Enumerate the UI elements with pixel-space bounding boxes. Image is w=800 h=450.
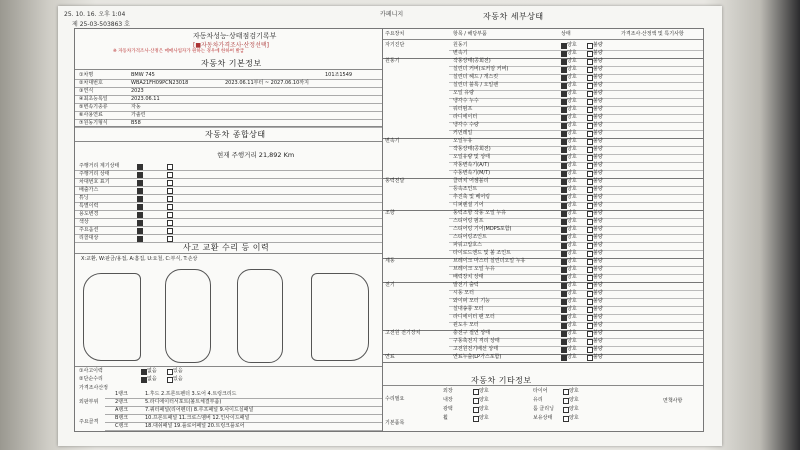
basic-field-label: ⑤변속기종류 [79, 104, 108, 110]
state-bad: 불량 [593, 154, 603, 160]
registration-number: 101조1549 [325, 72, 353, 78]
status-row-label: 튜닝 [79, 195, 89, 201]
state-good: 양호 [567, 106, 577, 112]
state-good: 양호 [567, 298, 577, 304]
state-good: 양호 [567, 266, 577, 272]
status-row-label: 주행거리 계기상태 [79, 163, 120, 169]
device-item: 라디에이터 팬 모터 [453, 314, 495, 320]
state-bad: 불량 [593, 42, 603, 48]
parts-rank: A랭크 [115, 407, 129, 413]
other-item: 유리 [533, 397, 543, 403]
status-row-label: 배출가스 [79, 187, 99, 193]
state-bad: 불량 [593, 290, 603, 296]
device-item: 클러치 어셈블리 [453, 178, 489, 184]
accident-yes-label: 있음 [173, 368, 183, 374]
parts-rank: C랭크 [115, 423, 129, 429]
state-good: 양호 [567, 226, 577, 232]
form-title: 자동차성능·상태점검기록부 [193, 32, 277, 40]
parts-items: 7.쿼터패널(리어펜더) 8.루프패널 9.사이드실패널 [145, 407, 254, 413]
side-label-outer: 외판부위 [79, 399, 99, 405]
state-good: 양호 [567, 218, 577, 224]
state-bad: 불량 [593, 234, 603, 240]
state-good: 양호 [567, 138, 577, 144]
parts-items: 5.라디에이터서포트(볼트체결부품) [145, 399, 222, 405]
status-row-label: 특별이력 [79, 203, 99, 209]
basic-field-label: ③연식 [79, 88, 94, 94]
col-state: 상태 [561, 31, 571, 37]
group-divider [383, 330, 703, 331]
basic-field-label: ⑥사용연료 [79, 112, 103, 118]
basic-field-label: ④최초등록일 [79, 96, 108, 102]
device-item: 실린더 커버(로커암 커버) [453, 66, 509, 72]
device-item: 충전구 절연 상태 [453, 330, 490, 336]
other-state: 양호 [479, 406, 489, 412]
device-item: 연료누출(LP가스포함) [453, 354, 502, 360]
status-checkbox [137, 220, 143, 226]
group-divider [383, 354, 703, 355]
state-good: 양호 [567, 242, 577, 248]
left-page [74, 28, 392, 432]
basic-field-value: 자동 [131, 104, 141, 110]
state-good: 양호 [567, 346, 577, 352]
state-bad: 불량 [593, 250, 603, 256]
state-bad: 불량 [593, 106, 603, 112]
detail-heading: 자동차 세부상태 [483, 12, 544, 21]
status-checkbox [167, 212, 173, 218]
car-side-right [311, 273, 369, 361]
device-name: 고전원 전기장치 [385, 330, 421, 336]
device-item: 변속기 [453, 50, 468, 56]
accident-row-label: ②단순수리 [79, 376, 103, 382]
status-checkbox [167, 188, 173, 194]
state-bad: 불량 [593, 74, 603, 80]
state-good: 양호 [567, 170, 577, 176]
other-state: 양호 [569, 406, 579, 412]
status-checkbox [167, 220, 173, 226]
state-good: 양호 [567, 306, 577, 312]
device-item: 동력조향 작동 오일 누유 [453, 210, 507, 216]
form-title-sub: [■자동차가격조사·산정선택] [193, 42, 270, 49]
other-state: 양호 [479, 388, 489, 394]
state-good: 양호 [567, 42, 577, 48]
accident-row-label: ①사고이력 [79, 368, 103, 374]
status-checkbox [137, 236, 143, 242]
state-good: 양호 [567, 186, 577, 192]
basic-field-value: 2023.06.11 [131, 96, 160, 102]
state-good: 양호 [567, 130, 577, 136]
status-checkbox [137, 188, 143, 194]
device-item: 스티어링조인트 [453, 234, 487, 240]
group-divider [383, 178, 703, 179]
accident-no-label: 없음 [147, 376, 157, 382]
device-item: 냉각수 수량 [453, 122, 479, 128]
other-state: 양호 [569, 388, 579, 394]
device-name: 동력전달 [385, 178, 405, 184]
status-checkbox [137, 212, 143, 218]
basic-info-heading: 자동차 기본정보 [201, 59, 262, 68]
state-good: 양호 [567, 146, 577, 152]
group-divider [383, 210, 703, 211]
state-bad: 불량 [593, 306, 603, 312]
state-bad: 불량 [593, 194, 603, 200]
parts-rank: 1랭크 [115, 391, 128, 397]
car-frame-top [237, 269, 283, 363]
state-good: 양호 [567, 250, 577, 256]
device-item: 워터펌프 [453, 106, 473, 112]
device-item: 자동변속기(A/T) [453, 162, 490, 168]
state-good: 양호 [567, 330, 577, 336]
state-bad: 불량 [593, 242, 603, 248]
state-bad: 불량 [593, 330, 603, 336]
state-good: 양호 [567, 274, 577, 280]
state-good: 양호 [567, 82, 577, 88]
device-item: 추진축 및 베어링 [453, 194, 490, 200]
col-device: 주요장치 [385, 31, 405, 37]
state-good: 양호 [567, 202, 577, 208]
state-good: 양호 [567, 178, 577, 184]
damage-legend: X:교환, W:판금/용접, A:흠집, U:요철, C:부식, T:손상 [81, 256, 198, 262]
status-checkbox [137, 196, 143, 202]
accident-yes-label: 있음 [173, 376, 183, 382]
device-item: 작동상태(공회전) [453, 146, 491, 152]
state-bad: 불량 [593, 58, 603, 64]
device-item: 스티어링 기어(MDPS포함) [453, 226, 512, 232]
state-bad: 불량 [593, 226, 603, 232]
parts-rank: 2랭크 [115, 399, 128, 405]
state-good: 양호 [567, 258, 577, 264]
state-bad: 불량 [593, 266, 603, 272]
state-bad: 불량 [593, 258, 603, 264]
state-bad: 불량 [593, 170, 603, 176]
state-good: 양호 [567, 338, 577, 344]
device-item: 작동상태(공회전) [453, 58, 491, 64]
other-item: 광택 [443, 406, 453, 412]
other-item: 타이어 [533, 388, 548, 394]
state-bad: 불량 [593, 298, 603, 304]
col-note: 가격조사·산정액 및 특기사항 [621, 31, 684, 37]
state-good: 양호 [567, 234, 577, 240]
device-item: 브레이크 마스터 실린더오일 누유 [453, 258, 526, 264]
other-item: 룸 클리닝 [533, 406, 554, 412]
device-item: 라디에이터 [453, 114, 478, 120]
device-item: 스티어링 펌프 [453, 218, 484, 224]
state-good: 양호 [567, 282, 577, 288]
device-item: 등속조인트 [453, 186, 478, 192]
status-checkbox [137, 228, 143, 234]
status-checkbox [137, 180, 143, 186]
group-divider [383, 258, 703, 259]
state-bad: 불량 [593, 202, 603, 208]
state-good: 양호 [567, 290, 577, 296]
device-item: 타이로드엔드 및 볼 조인트 [453, 250, 511, 256]
state-bad: 불량 [593, 178, 603, 184]
state-bad: 불량 [593, 274, 603, 280]
device-name: 변속기 [385, 138, 400, 144]
col-item: 항목 / 해당부품 [453, 31, 487, 37]
group-divider [383, 282, 703, 283]
status-checkbox [167, 164, 173, 170]
basic-field-value: 가솔린 [131, 112, 146, 118]
other-row-repair: 수리필요 [385, 396, 405, 402]
status-checkbox [137, 164, 143, 170]
state-good: 양호 [567, 114, 577, 120]
device-item: 실내송풍 모터 [453, 306, 484, 312]
state-bad: 불량 [593, 130, 603, 136]
basic-field-label: ②차대번호 [79, 80, 103, 86]
basic-field-value: 2023 [131, 88, 144, 94]
device-name: 연료 [385, 354, 395, 360]
accident-heading: 사고 교환 수리 등 이력 [183, 243, 270, 252]
other-state: 양호 [479, 415, 489, 421]
basic-field-value: WBA21FH09PCN23018 [131, 80, 189, 86]
state-bad: 불량 [593, 122, 603, 128]
status-checkbox [167, 204, 173, 210]
device-item: 발전기 출력 [453, 282, 479, 288]
group-divider [383, 58, 703, 59]
state-good: 양호 [567, 90, 577, 96]
status-checkbox [167, 180, 173, 186]
device-item: 오일 유량 [453, 90, 474, 96]
state-good: 양호 [567, 162, 577, 168]
device-item: 브레이크 오일 누유 [453, 266, 495, 272]
status-row-label: 주행거리 상태 [79, 171, 110, 177]
print-datetime: 25. 10. 16. 오후 1:04 [64, 11, 126, 18]
state-bad: 불량 [593, 114, 603, 120]
device-item: 고전원전기배선 상태 [453, 346, 499, 352]
device-item: 커먼레일 [453, 130, 473, 136]
car-side-left [83, 273, 141, 361]
device-item: 시동 모터 [453, 290, 474, 296]
group-divider [383, 138, 703, 139]
parts-items: 1.후드 2.프론트펜더 3.도어 4.트렁크리드 [145, 391, 237, 397]
device-item: 수동변속기(M/T) [453, 170, 491, 176]
state-bad: 불량 [593, 218, 603, 224]
document-number: 제 25-03-503863 호 [72, 21, 130, 28]
status-heading: 자동차 종합상태 [205, 130, 266, 139]
status-checkbox [137, 172, 143, 178]
inspection-document [58, 6, 722, 446]
device-name: 제동 [385, 258, 395, 264]
price-notice: ※ 자동차가격조사·산정은 매매사업자가 원하는 경우에 한하여 발급 [113, 49, 245, 54]
status-checkbox [137, 204, 143, 210]
state-good: 양호 [567, 122, 577, 128]
state-bad: 불량 [593, 338, 603, 344]
state-bad: 불량 [593, 98, 603, 104]
other-item: 보유상태 [533, 415, 553, 421]
state-bad: 불량 [593, 138, 603, 144]
status-row-label: 용도변경 [79, 211, 99, 217]
device-name: 조향 [385, 210, 395, 216]
parts-rank: B랭크 [115, 415, 129, 421]
state-bad: 불량 [593, 146, 603, 152]
other-state: 양호 [569, 415, 579, 421]
state-bad: 불량 [593, 90, 603, 96]
state-good: 양호 [567, 322, 577, 328]
state-bad: 불량 [593, 322, 603, 328]
parts-items: 18.대쉬패널 19.플로어패널 20.트렁크플로어 [145, 423, 245, 429]
state-bad: 불량 [593, 186, 603, 192]
group-divider [383, 362, 703, 363]
device-name: 자기진단 [385, 42, 405, 48]
status-checkbox [167, 172, 173, 178]
note-side: 면책사항 [663, 398, 683, 404]
status-checkbox [167, 196, 173, 202]
device-item: 냉각수 누수 [453, 98, 479, 104]
other-item: 내장 [443, 397, 453, 403]
status-checkbox [167, 228, 173, 234]
state-good: 양호 [567, 58, 577, 64]
status-checkbox [167, 236, 173, 242]
state-bad: 불량 [593, 66, 603, 72]
state-bad: 불량 [593, 162, 603, 168]
price-header: 가격조사산정 [79, 385, 108, 391]
current-mileage: 현재 주행거리 21,892 Km [217, 151, 295, 159]
other-info-heading: 자동차 기타정보 [471, 376, 532, 385]
status-row-label: 차대번호 표기 [79, 179, 110, 185]
basic-field-label: ①차명 [79, 72, 94, 78]
device-item: 윈도우 모터 [453, 322, 479, 328]
parts-items: 10.프론트패널 11.크로스멤버 12.인사이드패널 [145, 415, 250, 421]
other-state: 양호 [479, 397, 489, 403]
state-bad: 불량 [593, 82, 603, 88]
status-row-label: 색상 [79, 219, 89, 225]
basic-field-label: ⑦원동기형식 [79, 120, 108, 126]
device-item: 오일누유 [453, 138, 473, 144]
state-bad: 불량 [593, 354, 603, 360]
side-label-frame: 주요골격 [79, 419, 99, 425]
header-right-title: 카페니지 [380, 11, 404, 18]
state-good: 양호 [567, 210, 577, 216]
basic-field-value: BMW 745 [131, 72, 155, 78]
device-name: 원동기 [385, 58, 400, 64]
device-item: 실린더 블록 / 오일팬 [453, 82, 499, 88]
state-bad: 불량 [593, 210, 603, 216]
state-bad: 불량 [593, 346, 603, 352]
other-item: 외장 [443, 388, 453, 394]
inspection-period: 2023.06.11부터 ~ 2027.06.10까지 [225, 80, 309, 86]
device-item: 배력장치 상태 [453, 274, 484, 280]
accident-no-label: 없음 [147, 368, 157, 374]
state-good: 양호 [567, 314, 577, 320]
device-item: 디퍼렌셜 기어 [453, 202, 484, 208]
other-state: 양호 [569, 397, 579, 403]
status-row-label: 리콜대상 [79, 235, 99, 241]
state-good: 양호 [567, 154, 577, 160]
state-good: 양호 [567, 74, 577, 80]
device-item: 파워고압호스 [453, 242, 482, 248]
other-item: 휠 [443, 415, 448, 421]
device-item: 원동기 [453, 42, 468, 48]
state-bad: 불량 [593, 50, 603, 56]
state-good: 양호 [567, 66, 577, 72]
state-good: 양호 [567, 354, 577, 360]
basic-field-value: B58 [131, 120, 141, 126]
other-row-basic: 기본품목 [385, 420, 405, 426]
device-item: 와이퍼 모터 기능 [453, 298, 490, 304]
car-top-front [165, 269, 211, 363]
state-good: 양호 [567, 50, 577, 56]
device-item: 구동축전지 격리 상태 [453, 338, 500, 344]
state-good: 양호 [567, 194, 577, 200]
device-name: 전기 [385, 282, 395, 288]
state-bad: 불량 [593, 282, 603, 288]
state-bad: 불량 [593, 314, 603, 320]
device-item: 실린더 헤드 / 개스킷 [453, 74, 499, 80]
state-good: 양호 [567, 98, 577, 104]
device-item: 오일유량 및 상태 [453, 154, 490, 160]
status-row-label: 주요옵션 [79, 227, 99, 233]
